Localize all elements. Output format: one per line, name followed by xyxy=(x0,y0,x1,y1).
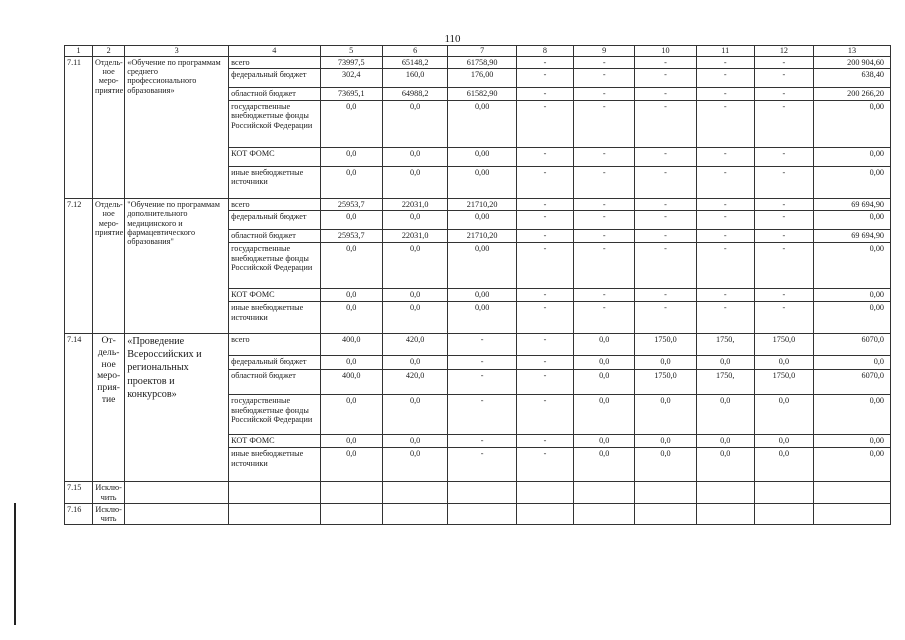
header-cell-5: 5 xyxy=(320,46,382,57)
value-cell: - xyxy=(754,167,813,199)
empty-cell xyxy=(814,503,891,524)
empty-cell xyxy=(574,503,635,524)
value-cell: - xyxy=(516,370,573,395)
empty-cell xyxy=(516,503,573,524)
value-cell: - xyxy=(516,148,573,167)
value-cell: 1750, xyxy=(696,370,754,395)
value-cell: 0,0 xyxy=(382,289,447,302)
value-cell: 200 266,20 xyxy=(814,88,891,101)
table-row xyxy=(65,57,891,69)
value-cell: 0,0 xyxy=(320,243,382,289)
value-cell: - xyxy=(448,370,517,395)
value-cell: - xyxy=(696,148,754,167)
value-cell: - xyxy=(696,57,754,69)
value-cell: - xyxy=(635,57,696,69)
value-cell: 0,0 xyxy=(320,167,382,199)
value-cell: - xyxy=(448,448,517,482)
empty-cell xyxy=(320,482,382,503)
value-cell: - xyxy=(516,69,573,88)
funding-source: областной бюджет xyxy=(229,230,320,243)
value-cell: - xyxy=(696,69,754,88)
empty-cell xyxy=(448,482,517,503)
item-name: «Проведение Всероссийских и региональных проектов и конкурсов» xyxy=(125,334,229,482)
empty-cell xyxy=(382,503,447,524)
value-cell: 0,0 xyxy=(382,395,447,435)
item-type: Исклю- чить xyxy=(93,482,125,503)
value-cell: 0,00 xyxy=(448,211,517,230)
empty-cell xyxy=(125,503,229,524)
value-cell: 0,0 xyxy=(382,101,447,148)
value-cell: - xyxy=(574,230,635,243)
empty-cell xyxy=(125,482,229,503)
value-cell: 0,0 xyxy=(574,370,635,395)
value-cell: - xyxy=(754,230,813,243)
value-cell: 0,0 xyxy=(635,395,696,435)
value-cell: 65148,2 xyxy=(382,57,447,69)
funding-source: всего xyxy=(229,57,320,69)
funding-source: иные внебюджетные источники xyxy=(229,448,320,482)
header-cell-2: 2 xyxy=(93,46,125,57)
item-type: Отдель- ное меро- приятие xyxy=(93,199,125,334)
value-cell: 0,00 xyxy=(448,243,517,289)
value-cell: - xyxy=(516,435,573,448)
value-cell: - xyxy=(696,167,754,199)
value-cell: 0,0 xyxy=(696,356,754,370)
item-type: Исклю- чить xyxy=(93,503,125,524)
page-number: 110 xyxy=(444,33,461,45)
value-cell: 176,00 xyxy=(448,69,517,88)
item-number: 7.14 xyxy=(65,334,93,482)
value-cell: 0,0 xyxy=(754,435,813,448)
value-cell: - xyxy=(448,435,517,448)
item-number: 7.11 xyxy=(65,57,93,199)
item-number: 7.16 xyxy=(65,503,93,524)
empty-cell xyxy=(754,503,813,524)
value-cell: 0,0 xyxy=(320,148,382,167)
value-cell: 22031,0 xyxy=(382,199,447,211)
value-cell: - xyxy=(635,211,696,230)
value-cell: 0,0 xyxy=(320,211,382,230)
value-cell: - xyxy=(516,302,573,334)
empty-cell xyxy=(382,482,447,503)
table-row xyxy=(65,334,891,356)
value-cell: 0,0 xyxy=(574,356,635,370)
value-cell: - xyxy=(754,289,813,302)
value-cell: 1750, xyxy=(696,334,754,356)
value-cell: 0,0 xyxy=(382,356,447,370)
value-cell: - xyxy=(635,101,696,148)
value-cell: 0,0 xyxy=(382,243,447,289)
value-cell: 0,00 xyxy=(448,101,517,148)
empty-cell xyxy=(696,503,754,524)
funding-source: КОТ ФОМС xyxy=(229,289,320,302)
value-cell: 0,00 xyxy=(814,435,891,448)
header-cell-9: 9 xyxy=(574,46,635,57)
value-cell: 0,0 xyxy=(382,167,447,199)
value-cell: 0,0 xyxy=(754,395,813,435)
value-cell: - xyxy=(696,302,754,334)
value-cell: 0,0 xyxy=(814,356,891,370)
header-cell-4: 4 xyxy=(229,46,320,57)
value-cell: - xyxy=(516,230,573,243)
value-cell: 0,00 xyxy=(814,395,891,435)
value-cell: 21710,20 xyxy=(448,199,517,211)
value-cell: - xyxy=(635,199,696,211)
value-cell: 0,0 xyxy=(382,211,447,230)
empty-cell xyxy=(516,482,573,503)
value-cell: - xyxy=(635,243,696,289)
table-row xyxy=(65,199,891,211)
value-cell: 0,0 xyxy=(574,395,635,435)
value-cell: 0,0 xyxy=(696,435,754,448)
value-cell: 400,0 xyxy=(320,334,382,356)
funding-source: КОТ ФОМС xyxy=(229,148,320,167)
value-cell: - xyxy=(754,88,813,101)
value-cell: 0,00 xyxy=(814,448,891,482)
value-cell: - xyxy=(574,101,635,148)
funding-source: областной бюджет xyxy=(229,370,320,395)
value-cell: 25953,7 xyxy=(320,199,382,211)
empty-cell xyxy=(696,482,754,503)
empty-cell xyxy=(320,503,382,524)
empty-cell xyxy=(635,503,696,524)
value-cell: 0,0 xyxy=(574,435,635,448)
funding-source: всего xyxy=(229,334,320,356)
funding-source: областной бюджет xyxy=(229,88,320,101)
empty-cell xyxy=(754,482,813,503)
empty-cell xyxy=(448,503,517,524)
funding-source: иные внебюджетные источники xyxy=(229,167,320,199)
value-cell: - xyxy=(574,167,635,199)
value-cell: 0,0 xyxy=(696,448,754,482)
funding-source: федеральный бюджет xyxy=(229,69,320,88)
value-cell: - xyxy=(448,356,517,370)
value-cell: 73695,1 xyxy=(320,88,382,101)
value-cell: - xyxy=(574,199,635,211)
value-cell: 1750,0 xyxy=(754,334,813,356)
header-cell-8: 8 xyxy=(516,46,573,57)
table-row xyxy=(65,503,891,524)
value-cell: - xyxy=(635,88,696,101)
value-cell: 6070,0 xyxy=(814,370,891,395)
value-cell: 0,0 xyxy=(320,302,382,334)
value-cell: - xyxy=(696,199,754,211)
value-cell: 0,0 xyxy=(320,395,382,435)
value-cell: 0,0 xyxy=(754,356,813,370)
value-cell: 0,0 xyxy=(382,435,447,448)
header-cell-3: 3 xyxy=(125,46,229,57)
value-cell: - xyxy=(516,167,573,199)
funding-source: всего xyxy=(229,199,320,211)
funding-source: государственные внебюджетные фонды Российской Федерации xyxy=(229,243,320,289)
value-cell: - xyxy=(754,148,813,167)
value-cell: - xyxy=(696,211,754,230)
table-row xyxy=(65,482,891,503)
header-cell-10: 10 xyxy=(635,46,696,57)
funding-source: федеральный бюджет xyxy=(229,211,320,230)
value-cell: 1750,0 xyxy=(635,334,696,356)
value-cell: - xyxy=(754,199,813,211)
value-cell: - xyxy=(574,289,635,302)
header-cell-11: 11 xyxy=(696,46,754,57)
empty-cell xyxy=(229,482,320,503)
header-cell-7: 7 xyxy=(448,46,517,57)
value-cell: - xyxy=(574,148,635,167)
value-cell: - xyxy=(516,57,573,69)
value-cell: - xyxy=(516,199,573,211)
value-cell: - xyxy=(448,334,517,356)
value-cell: 0,0 xyxy=(754,448,813,482)
value-cell: - xyxy=(516,334,573,356)
value-cell: 0,00 xyxy=(448,289,517,302)
value-cell: - xyxy=(754,243,813,289)
value-cell: - xyxy=(574,211,635,230)
value-cell: - xyxy=(696,243,754,289)
value-cell: 0,0 xyxy=(320,435,382,448)
value-cell: - xyxy=(754,211,813,230)
funding-source: иные внебюджетные источники xyxy=(229,302,320,334)
value-cell: - xyxy=(754,69,813,88)
value-cell: - xyxy=(516,289,573,302)
value-cell: 0,00 xyxy=(814,167,891,199)
value-cell: 0,00 xyxy=(448,167,517,199)
value-cell: - xyxy=(516,101,573,148)
empty-cell xyxy=(635,482,696,503)
value-cell: 0,0 xyxy=(382,448,447,482)
value-cell: 0,00 xyxy=(448,302,517,334)
value-cell: 0,0 xyxy=(635,435,696,448)
value-cell: 0,0 xyxy=(635,448,696,482)
value-cell: 69 694,90 xyxy=(814,199,891,211)
value-cell: 64988,2 xyxy=(382,88,447,101)
value-cell: 1750,0 xyxy=(754,370,813,395)
value-cell: - xyxy=(516,243,573,289)
budget-table xyxy=(64,45,891,525)
value-cell: 61758,90 xyxy=(448,57,517,69)
header-cell-13: 13 xyxy=(814,46,891,57)
value-cell: 0,00 xyxy=(814,289,891,302)
value-cell: 400,0 xyxy=(320,370,382,395)
value-cell: 0,0 xyxy=(320,448,382,482)
value-cell: - xyxy=(696,230,754,243)
value-cell: 0,00 xyxy=(814,243,891,289)
item-number: 7.12 xyxy=(65,199,93,334)
value-cell: - xyxy=(696,88,754,101)
value-cell: 0,00 xyxy=(814,211,891,230)
value-cell: - xyxy=(635,289,696,302)
item-name: «Обучение по программам среднего профессионального образования» xyxy=(125,57,229,199)
value-cell: - xyxy=(516,356,573,370)
margin-rule xyxy=(14,503,16,625)
value-cell: 25953,7 xyxy=(320,230,382,243)
value-cell: 73997,5 xyxy=(320,57,382,69)
value-cell: 420,0 xyxy=(382,370,447,395)
empty-cell xyxy=(574,482,635,503)
value-cell: 61582,90 xyxy=(448,88,517,101)
value-cell: 0,0 xyxy=(382,302,447,334)
value-cell: 0,00 xyxy=(814,148,891,167)
item-number: 7.15 xyxy=(65,482,93,503)
value-cell: - xyxy=(574,88,635,101)
value-cell: - xyxy=(516,211,573,230)
value-cell: - xyxy=(635,148,696,167)
header-row xyxy=(65,46,891,57)
item-type: Отдель- ное меро- приятие xyxy=(93,57,125,199)
value-cell: - xyxy=(574,69,635,88)
value-cell: 6070,0 xyxy=(814,334,891,356)
value-cell: 420,0 xyxy=(382,334,447,356)
value-cell: 0,0 xyxy=(382,148,447,167)
item-name: "Обучение по программам дополнительного медицинского и фармацевтического образования" xyxy=(125,199,229,334)
value-cell: 0,0 xyxy=(574,448,635,482)
value-cell: 0,0 xyxy=(320,289,382,302)
header-cell-1: 1 xyxy=(65,46,93,57)
value-cell: - xyxy=(754,302,813,334)
value-cell: - xyxy=(574,243,635,289)
value-cell: - xyxy=(516,448,573,482)
value-cell: - xyxy=(516,395,573,435)
value-cell: - xyxy=(696,101,754,148)
value-cell: 160,0 xyxy=(382,69,447,88)
funding-source: государственные внебюджетные фонды Российской Федерации xyxy=(229,101,320,148)
value-cell: - xyxy=(574,302,635,334)
value-cell: 302,4 xyxy=(320,69,382,88)
value-cell: 200 904,60 xyxy=(814,57,891,69)
value-cell: - xyxy=(696,289,754,302)
value-cell: - xyxy=(754,57,813,69)
empty-cell xyxy=(229,503,320,524)
value-cell: - xyxy=(448,395,517,435)
value-cell: - xyxy=(635,167,696,199)
value-cell: 22031,0 xyxy=(382,230,447,243)
value-cell: 0,00 xyxy=(814,302,891,334)
value-cell: 0,0 xyxy=(320,356,382,370)
value-cell: 0,0 xyxy=(320,101,382,148)
value-cell: - xyxy=(635,302,696,334)
value-cell: 1750,0 xyxy=(635,370,696,395)
value-cell: 0,0 xyxy=(696,395,754,435)
header-cell-6: 6 xyxy=(382,46,447,57)
value-cell: 0,0 xyxy=(574,334,635,356)
funding-source: федеральный бюджет xyxy=(229,356,320,370)
item-type: От- дель- ное меро- прия- тие xyxy=(93,334,125,482)
value-cell: - xyxy=(574,57,635,69)
value-cell: 0,0 xyxy=(635,356,696,370)
value-cell: 21710,20 xyxy=(448,230,517,243)
value-cell: - xyxy=(635,230,696,243)
value-cell: 69 694,90 xyxy=(814,230,891,243)
value-cell: 0,00 xyxy=(448,148,517,167)
value-cell: 0,00 xyxy=(814,101,891,148)
value-cell: - xyxy=(754,101,813,148)
value-cell: - xyxy=(635,69,696,88)
empty-cell xyxy=(814,482,891,503)
value-cell: 638,40 xyxy=(814,69,891,88)
value-cell: - xyxy=(516,88,573,101)
header-cell-12: 12 xyxy=(754,46,813,57)
funding-source: государственные внебюджетные фонды Российской Федерации xyxy=(229,395,320,435)
funding-source: КОТ ФОМС xyxy=(229,435,320,448)
